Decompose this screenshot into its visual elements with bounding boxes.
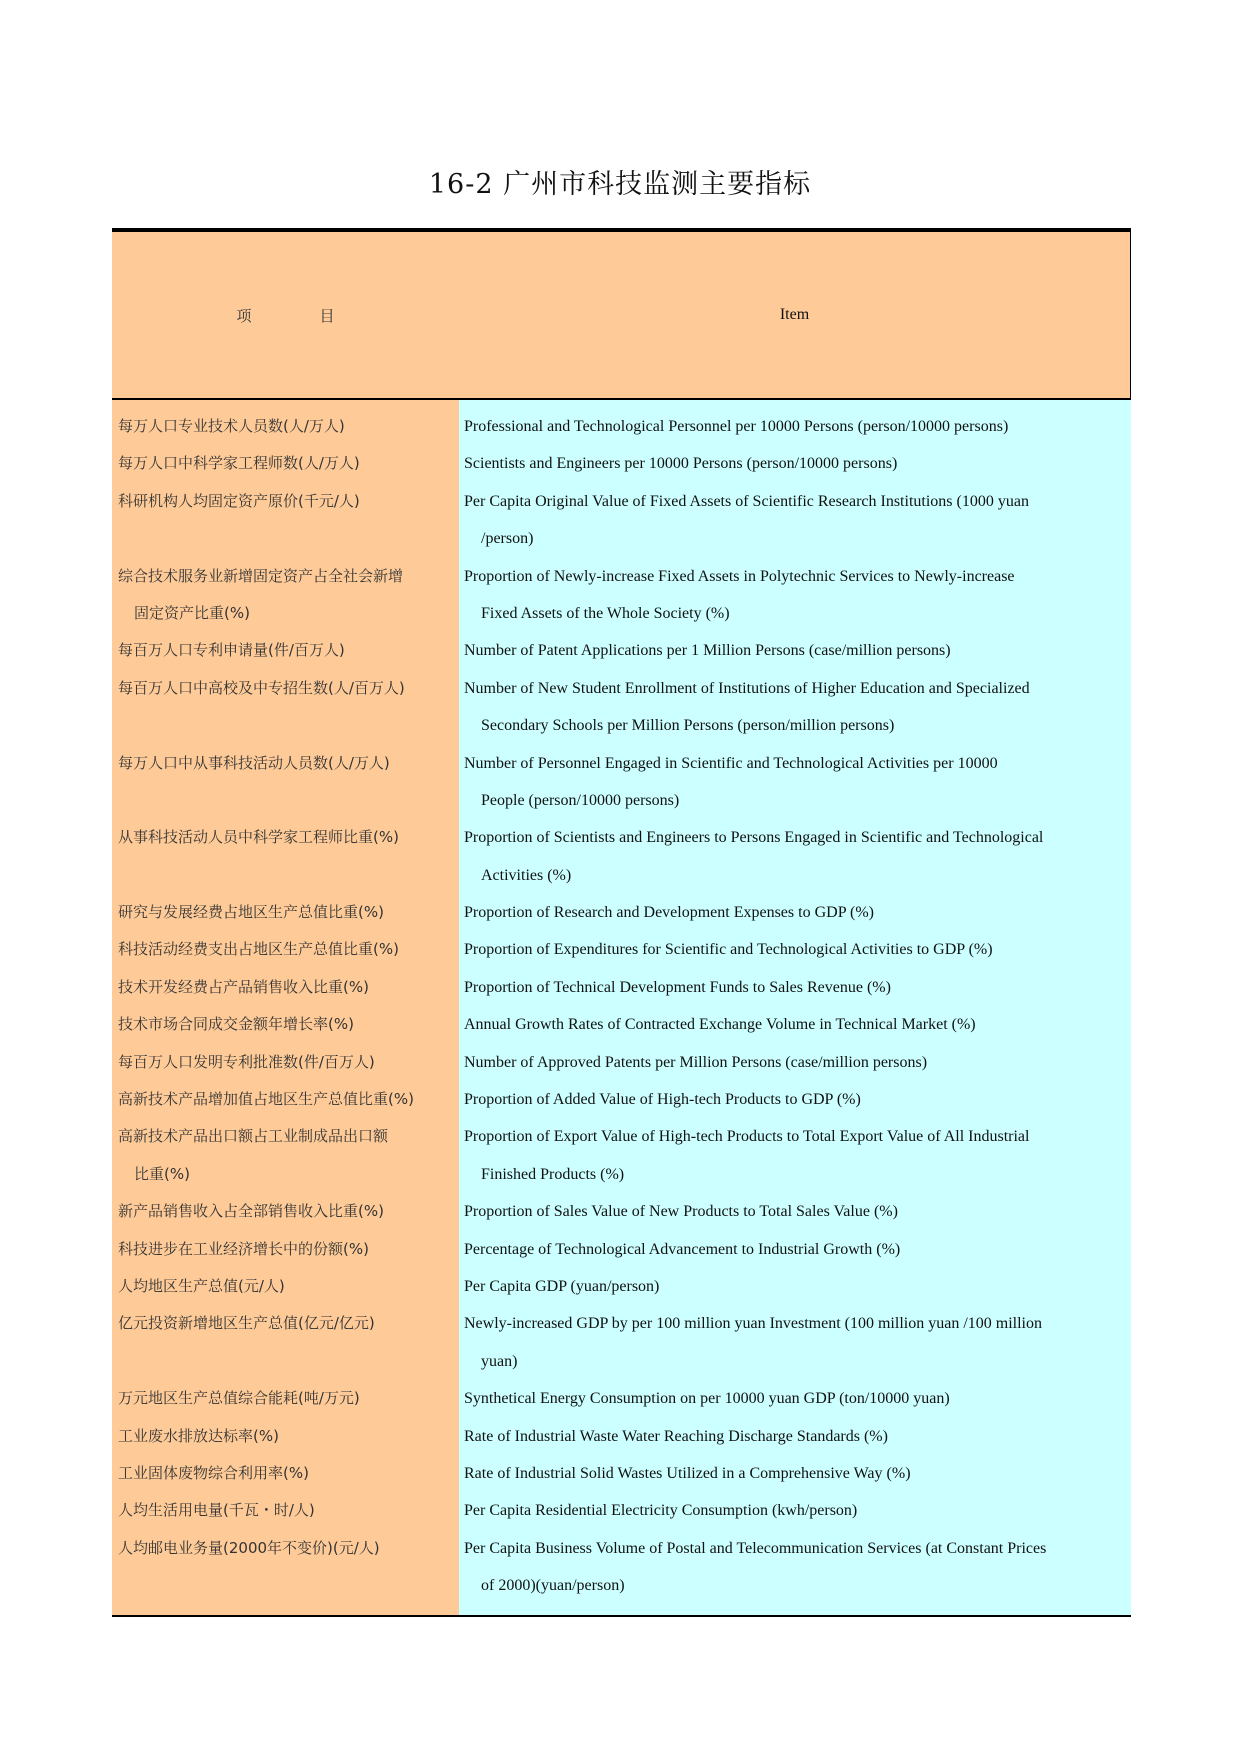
row-label-en: Percentage of Technological Advancement to Industrial Growth (%) <box>464 1240 901 1258</box>
row-label-cn: 从事科技活动人员中科学家工程师比重(%) <box>118 828 399 847</box>
english-column <box>459 400 1131 1615</box>
row-label-en: Rate of Industrial Solid Wastes Utilized in a Comprehensive Way (%) <box>464 1464 911 1482</box>
row-label-cn: 每万人口专业技术人员数(人/万人) <box>118 417 345 435</box>
header-cn-item <box>112 232 459 398</box>
row-label-cn: 亿元投资新增地区生产总值(亿元/亿元) <box>118 1314 375 1333</box>
row-label-cn: 综合技术服务业新增固定资产占全社会新增 <box>118 566 404 585</box>
row-label-cn: 技术开发经费占产品销售收入比重(%) <box>118 977 369 996</box>
row-label-cn: 每百万人口中高校及中专招生数(人/百万人) <box>118 678 405 697</box>
chinese-column <box>112 400 459 1615</box>
header-en-item: Item <box>779 306 810 323</box>
row-label-cn: 每百万人口发明专利批准数(件/百万人) <box>118 1052 375 1071</box>
row-label-en-continued: yuan) <box>481 1352 518 1370</box>
row-label-en: Per Capita Residential Electricity Consumption (kwh/person) <box>464 1502 858 1520</box>
row-label-cn: 工业固体废物综合利用率(%) <box>118 1463 309 1482</box>
row-label-en: Annual Growth Rates of Contracted Exchange Volume in Technical Market (%) <box>464 1016 976 1034</box>
row-label-en: Number of Approved Patents per Million Persons (case/million persons) <box>464 1053 928 1071</box>
row-label-en: Per Capita Business Volume of Postal and Telecommunication Services (at Constant Prices <box>464 1539 1047 1557</box>
row-label-en: Proportion of Added Value of High-tech Products to GDP (%) <box>464 1091 861 1109</box>
row-label-cn-continued <box>112 857 459 894</box>
row-label-cn-continued <box>112 1567 459 1604</box>
row-label-cn-continued <box>112 707 459 744</box>
row-label-cn-continued: 固定资产比重(%) <box>134 603 250 622</box>
row-label-en: Newly-increased GDP by per 100 million yuan Investment (100 million yuan /100 million <box>464 1315 1042 1333</box>
row-label-en-continued: of 2000)(yuan/person) <box>481 1577 625 1595</box>
row-label-en: Proportion of Newly-increase Fixed Assets in Polytechnic Services to Newly-increase <box>464 567 1015 585</box>
header-cn-part2: 目 <box>319 306 335 325</box>
row-label-en: Per Capita GDP (yuan/person) <box>464 1277 660 1295</box>
row-label-en: Synthetical Energy Consumption on per 10000 yuan GDP (ton/10000 yuan) <box>464 1390 950 1408</box>
row-label-en: Proportion of Export Value of High-tech Products to Total Export Value of All Industrial <box>464 1128 1030 1146</box>
row-label-cn: 研究与发展经费占地区生产总值比重(%) <box>118 903 384 922</box>
row-label-en: Rate of Industrial Waste Water Reaching Discharge Standards (%) <box>464 1427 888 1445</box>
row-label-en: Number of Personnel Engaged in Scientific and Technological Activities per 10000 <box>464 754 998 772</box>
row-label-en-continued: Activities (%) <box>481 866 572 884</box>
row-label-cn: 高新技术产品增加值占地区生产总值比重(%) <box>118 1090 414 1109</box>
page-title: 16-2 广州市科技监测主要指标 <box>428 169 812 200</box>
row-label-en-continued: Fixed Assets of the Whole Society (%) <box>481 604 730 622</box>
row-label-en: Proportion of Research and Development Expenses to GDP (%) <box>464 904 874 922</box>
row-label-cn: 科研机构人均固定资产原价(千元/人) <box>118 491 360 510</box>
row-label-en: Proportion of Sales Value of New Products to Total Sales Value (%) <box>464 1203 898 1221</box>
row-label-cn: 新产品销售收入占全部销售收入比重(%) <box>118 1202 384 1221</box>
row-label-cn: 万元地区生产总值综合能耗(吨/万元) <box>118 1389 360 1408</box>
row-label-cn: 科技活动经费支出占地区生产总值比重(%) <box>118 940 399 959</box>
row-label-en: Professional and Technological Personnel per 10000 Persons (person/10000 persons) <box>464 418 1009 435</box>
header-cn-part1: 项 <box>236 306 252 325</box>
row-label-cn-continued <box>112 1343 459 1380</box>
row-label-cn: 科技进步在工业经济增长中的份额(%) <box>118 1239 369 1258</box>
row-label-cn: 人均地区生产总值(元/人) <box>118 1276 285 1295</box>
row-label-cn-continued <box>112 520 459 557</box>
row-label-en: Proportion of Expenditures for Scientific and Technological Activities to GDP (%) <box>464 941 993 959</box>
row-label-cn: 每万人口中从事科技活动人员数(人/万人) <box>118 753 390 772</box>
table-body <box>112 400 1131 1617</box>
indicator-table <box>112 228 1131 1617</box>
row-label-en: Number of New Student Enrollment of Institutions of Higher Education and Specialized <box>464 679 1030 697</box>
row-label-en-continued: Finished Products (%) <box>481 1165 625 1183</box>
row-label-cn: 每万人口中科学家工程师数(人/万人) <box>118 454 360 473</box>
row-label-en-continued: /person) <box>481 530 534 548</box>
row-label-en: Scientists and Engineers per 10000 Persons (person/10000 persons) <box>464 455 898 473</box>
row-label-cn: 高新技术产品出口额占工业制成品出口额 <box>118 1127 389 1146</box>
row-label-en: Number of Patent Applications per 1 Million Persons (case/million persons) <box>464 642 951 660</box>
row-label-cn: 人均生活用电量(千瓦・时/人) <box>118 1501 315 1520</box>
row-label-en: Proportion of Scientists and Engineers to Persons Engaged in Scientific and Technological <box>464 829 1044 847</box>
row-label-cn: 人均邮电业务量(2000年不变价)(元/人) <box>118 1538 380 1557</box>
row-label-cn-continued: 比重(%) <box>134 1164 190 1183</box>
row-label-en-continued: People (person/10000 persons) <box>481 791 680 809</box>
row-label-cn-continued <box>112 782 459 819</box>
row-label-en: Per Capita Original Value of Fixed Assets of Scientific Research Institutions (1000 yuan <box>464 492 1029 510</box>
row-label-cn: 技术市场合同成交金额年增长率(%) <box>118 1015 354 1034</box>
row-label-en-continued: Secondary Schools per Million Persons (person/million persons) <box>481 717 895 735</box>
row-label-cn: 每百万人口专利申请量(件/百万人) <box>118 641 345 660</box>
row-label-cn: 工业废水排放达标率(%) <box>118 1426 279 1445</box>
table-header <box>112 228 1131 400</box>
row-label-en: Proportion of Technical Development Funds to Sales Revenue (%) <box>464 978 891 996</box>
